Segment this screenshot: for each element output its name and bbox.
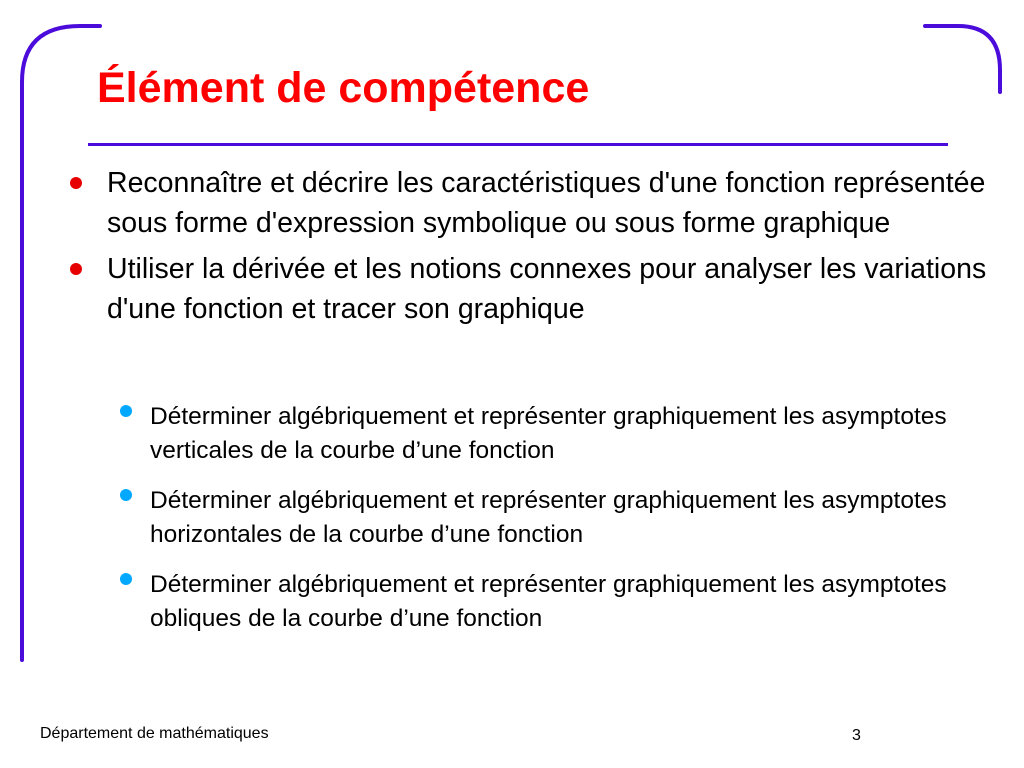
bullet-text: Utiliser la dérivée et les notions connexes pour analyser les variations d'une fonction et tracer son graphique [107, 253, 987, 325]
page-number: 3 [852, 727, 861, 744]
sub-bullet-text: Déterminer algébriquement et représenter graphiquement les asymptotes horizontales de la courbe d’une fonction [150, 487, 947, 548]
bullet-text: Reconnaître et décrire les caractéristiques d'une fonction représentée sous forme d'expression symbolique ou sous forme graphique [107, 167, 986, 239]
red-bullet-icon [70, 177, 82, 189]
sub-bullet-item [118, 568, 988, 636]
sub-bullet-text: Déterminer algébriquement et représenter graphiquement les asymptotes obliques de la courbe d’une fonction [150, 571, 947, 632]
blue-bullet-icon [120, 405, 132, 417]
bullet-item [64, 249, 994, 329]
sub-bullet-list [118, 400, 988, 652]
slide-title: Élément de compétence [97, 64, 590, 112]
sub-bullet-item [118, 484, 988, 552]
bullet-item [64, 163, 994, 243]
blue-bullet-icon [120, 489, 132, 501]
sub-bullet-item [118, 400, 988, 468]
sub-bullet-text: Déterminer algébriquement et représenter graphiquement les asymptotes verticales de la courbe d’une fonction [150, 403, 947, 464]
title-underline [88, 143, 948, 146]
frame-left-border [22, 26, 100, 660]
red-bullet-icon [70, 263, 82, 275]
footer-department: Département de mathématiques [40, 725, 269, 742]
blue-bullet-icon [120, 573, 132, 585]
frame-top-right-corner [925, 26, 1000, 92]
main-bullet-list [64, 163, 994, 335]
